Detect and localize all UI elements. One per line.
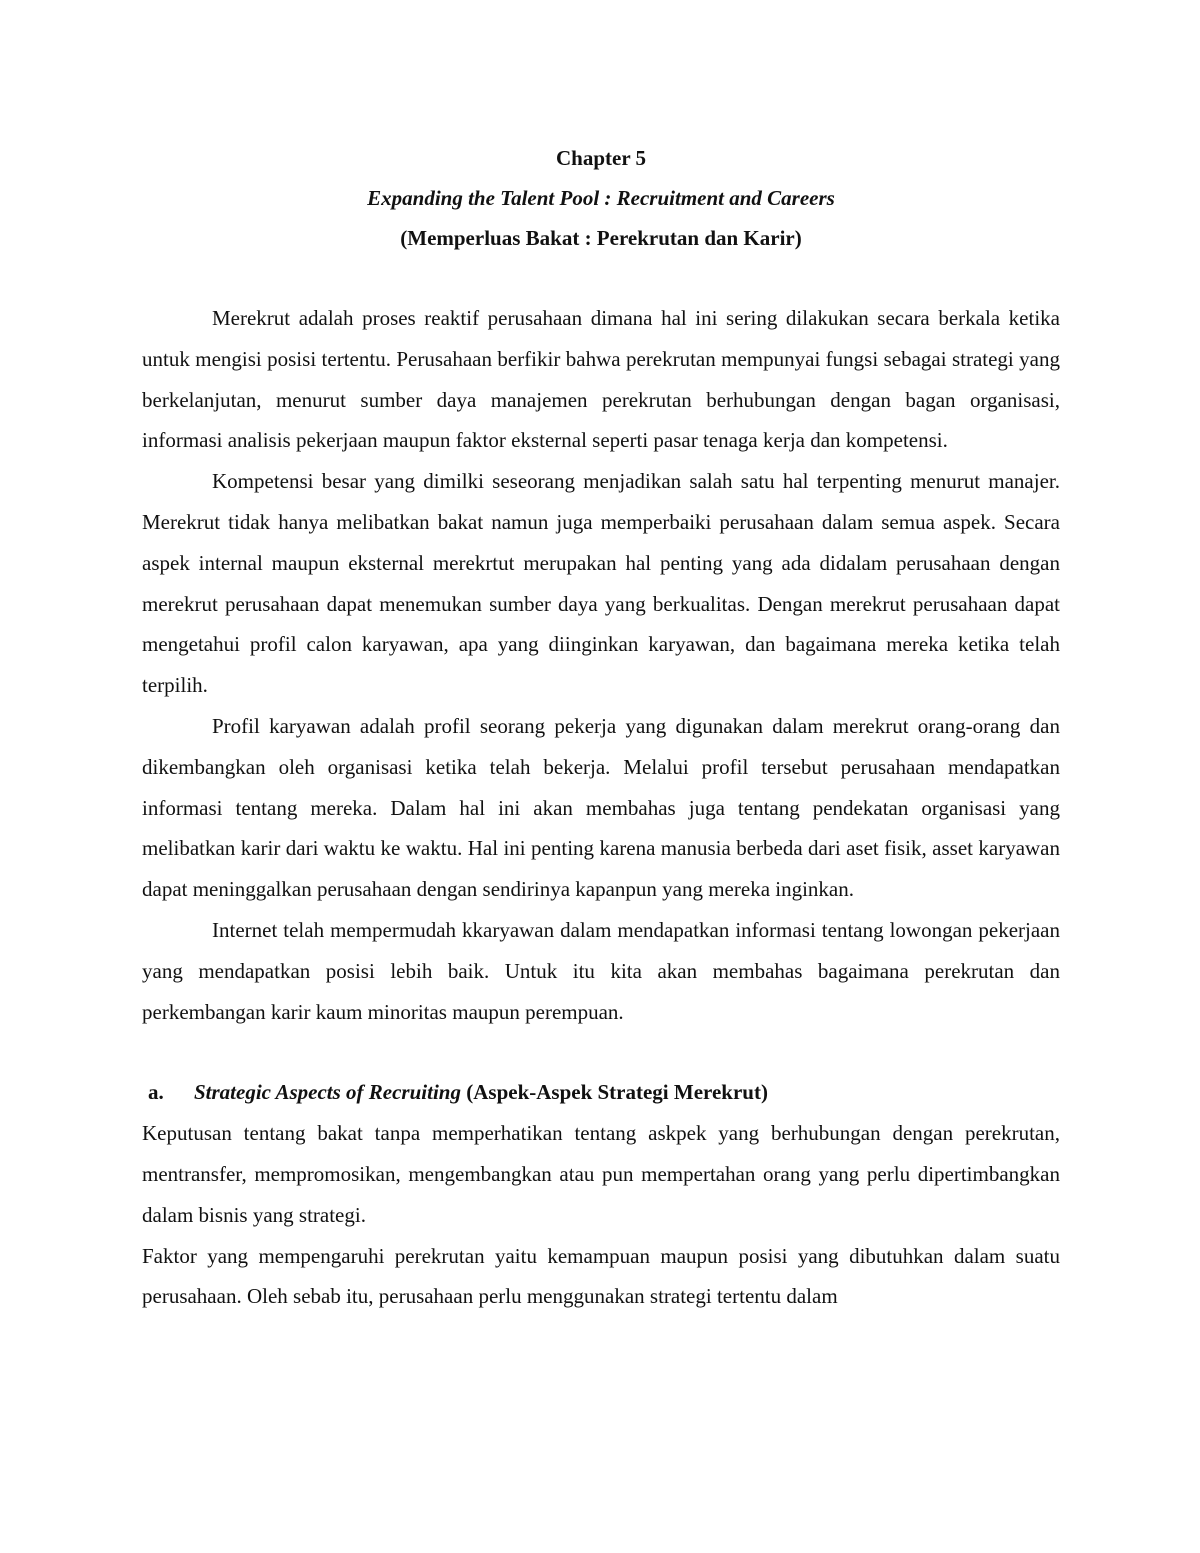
section-heading [142, 1072, 1060, 1113]
section-paragraph-1: Keputusan tentang bakat tanpa memperhatikan tentang askpek yang berhubungan dengan perekrutan, mentransfer, mempromosikan, mengembangkan atau pun mempertahan orang yang perlu dipertimbangkan dalam bisnis yang strategi. [142, 1121, 1060, 1227]
heading-spacer [142, 258, 1060, 298]
chapter-title: Chapter 5 [555, 146, 647, 170]
paragraph-1: Merekrut adalah proses reaktif perusahaan dimana hal ini sering dilakukan secara berkala ketika untuk mengisi posisi tertentu. Perusahaan berfikir bahwa perekrutan mempunyai fungsi sebagai strategi yang berkelanjutan, menurut sumber daya manajemen perekrutan berhubungan dengan bagan organisasi, informasi analisis pekerjaan maupun faktor eksternal seperti pasar tenaga kerja dan kompetensi. [142, 306, 1060, 453]
chapter-subtitle: Expanding the Talent Pool : Recruitment and Careers [367, 186, 835, 210]
section-spacer [142, 1032, 1060, 1072]
paragraph-3: Profil karyawan adalah profil seorang pekerja yang digunakan dalam merekrut orang-orang dan dikembangkan oleh organisasi ketika telah bekerja. Melalui profil tersebut perusahaan mendapatkan informasi tentang mereka. Dalam hal ini akan membahas juga tentang pendekatan organisasi yang melibatkan karir dari waktu ke waktu. Hal ini penting karena manusia berbeda dari aset fisik, asset karyawan dapat meninggalkan perusahaan dengan sendirinya kapanpun yang mereka inginkan. [142, 713, 1060, 902]
chapter-translation: (Memperluas Bakat : Perekrutan dan Karir) [400, 226, 802, 250]
section-paragraph-2: Faktor yang mempengaruhi perekrutan yaitu kemampuan maupun posisi yang dibutuhkan dalam suatu perusahaan. Oleh sebab itu, perusahaan perlu menggunakan strategi tertentu dalam [142, 1243, 1060, 1309]
paragraph-4: Internet telah mempermudah kkaryawan dalam mendapatkan informasi tentang lowongan pekerjaan yang mendapatkan posisi lebih baik. Untuk itu kita akan membahas bagaimana perekrutan dan perkembangan karir kaum minoritas maupun perempuan. [142, 917, 1060, 1024]
section-marker: a. [148, 1080, 164, 1105]
paragraph-2: Kompetensi besar yang dimilki seseorang menjadikan salah satu hal terpenting menurut manajer. Merekrut tidak hanya melibatkan bakat namun juga memperbaiki perusahaan dalam semua aspek. Secara aspek internal maupun eksternal merekrtut merupakan hal penting yang ada didalam perusahaan dengan merekrut perusahaan dapat menemukan sumber daya yang berkualitas. Dengan merekrut perusahaan dapat mengetahui profil calon karyawan, apa yang diinginkan karyawan, dan bagaimana mereka ketika telah terpilih. [142, 469, 1060, 698]
section-title-en: Strategic Aspects of Recruiting [194, 1080, 461, 1105]
document-page [142, 138, 1060, 1317]
section-title-id: (Aspek-Aspek Strategi Merekrut) [460, 1080, 768, 1105]
